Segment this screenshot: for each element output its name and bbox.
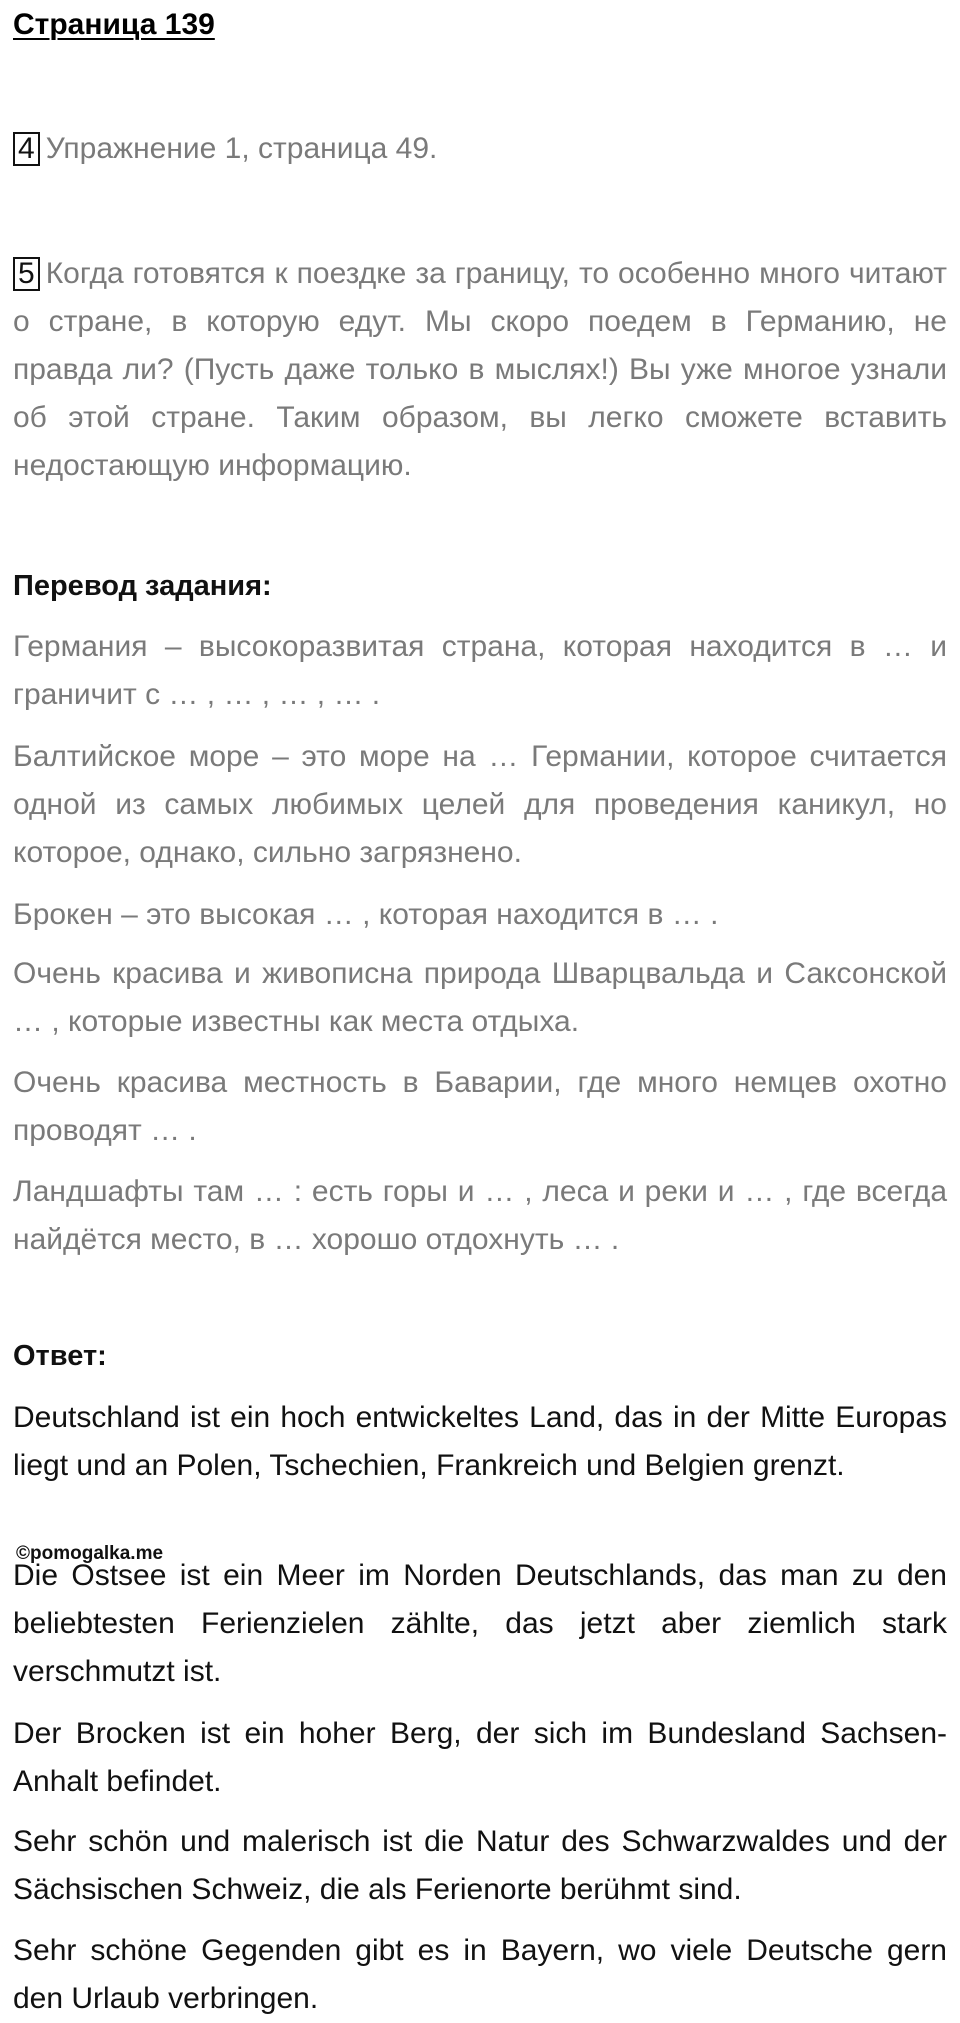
task-5 (13, 250, 947, 490)
answer-paragraph: Der Brocken ist ein hoher Berg, der sich im Bundesland Sachsen-Anhalt befindet. (13, 1717, 947, 1798)
answer-paragraph: Deutschland ist ein hoch entwickeltes Land, das in der Mitte Europas liegt und an Polen, Tschechien, Frankreich und Belgien grenzt. (13, 1401, 947, 1482)
task-number-box: 4 (13, 132, 40, 166)
translation-paragraph: Очень красива и живописна природа Шварцвальда и Саксонской … , которые известны как места отдыха. (13, 957, 947, 1038)
page-title: Страница 139 (13, 8, 215, 41)
task-number-box: 5 (13, 257, 40, 291)
translation-paragraph: Ландшафты там … : есть горы и … , леса и реки и … , где всегда найдётся место, в … хорошо отдохнуть … . (13, 1175, 947, 1256)
task-4-text: Упражнение 1, страница 49. (45, 132, 438, 165)
translation-paragraph: Балтийское море – это море на … Германии, которое считается одной из самых любимых целей для проведения каникул, но которое, однако, сильно загрязнено. (13, 740, 947, 869)
watermark: ©pomogalka.me (16, 1543, 164, 1564)
translation-paragraph: Германия – высокоразвитая страна, которая находится в … и граничит с … , … , … , … . (13, 630, 947, 711)
task-4 (13, 125, 947, 173)
answer-paragraph: Die Ostsee ist ein Meer im Norden Deutschlands, das man zu den beliebtesten Ferienzielen zählte, das jetzt aber ziemlich stark verschmutzt ist. (13, 1559, 947, 1688)
translation-paragraph: Брокен – это высокая … , которая находится в … . (13, 898, 719, 931)
translation-paragraph: Очень красива местность в Баварии, где много немцев охотно проводят … . (13, 1066, 947, 1147)
answer-paragraph: Sehr schön und malerisch ist die Natur des Schwarzwaldes und der Sächsischen Schweiz, die als Ferienorte berühmt sind. (13, 1825, 947, 1906)
answer-paragraph: Sehr schöne Gegenden gibt es in Bayern, wo viele Deutsche gern den Urlaub verbringen. (13, 1934, 947, 2015)
answer-heading: Ответ: (13, 1340, 107, 1372)
task-5-text: Когда готовятся к поездке за границу, то особенно много читают о стране, в которую едут. Мы скоро поедем в Германию, не правда ли? (Пусть даже только в мыслях!) Вы уже многое узнали об этой стране. Таким образом, вы легко сможете вставить недостающую информацию. (13, 257, 947, 482)
translation-heading: Перевод задания: (13, 570, 272, 602)
